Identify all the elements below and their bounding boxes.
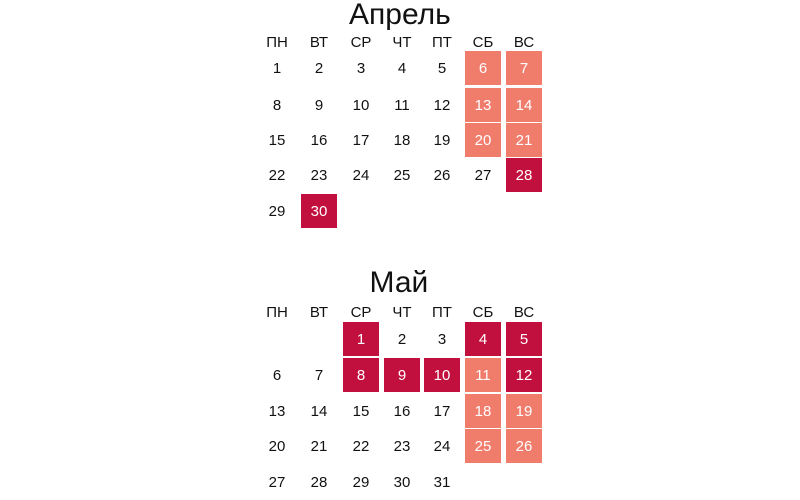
day-cell: 25	[393, 166, 411, 184]
day-cell: 24	[433, 437, 451, 455]
holiday-day-cell: 1	[343, 322, 379, 356]
day-cell: 2	[314, 59, 324, 77]
holiday-day-cell: 9	[384, 358, 420, 392]
day-cell: 27	[268, 473, 286, 491]
weekend-day-cell: 21	[506, 123, 542, 157]
day-cell: 29	[268, 202, 286, 220]
month-title: Апрель	[349, 0, 451, 31]
holiday-day-cell: 28	[506, 158, 542, 192]
weekday-header: ЧТ	[392, 304, 412, 321]
weekday-header: ВТ	[309, 304, 329, 321]
weekday-header: СР	[350, 34, 372, 51]
day-cell: 28	[310, 473, 328, 491]
day-cell: 4	[397, 59, 407, 77]
day-cell: 20	[268, 437, 286, 455]
weekday-header: СР	[350, 304, 372, 321]
weekend-day-cell: 11	[465, 358, 501, 392]
weekday-header: ПН	[266, 304, 288, 321]
day-cell: 10	[352, 96, 370, 114]
holiday-day-cell: 30	[301, 194, 337, 228]
weekday-header: ВС	[513, 304, 535, 321]
holiday-day-cell: 12	[506, 358, 542, 392]
weekday-header: ЧТ	[392, 34, 412, 51]
weekend-day-cell: 13	[465, 88, 501, 122]
day-cell: 14	[310, 402, 328, 420]
day-cell: 27	[474, 166, 492, 184]
holiday-day-cell: 4	[465, 322, 501, 356]
weekend-day-cell: 26	[506, 429, 542, 463]
day-cell: 23	[310, 166, 328, 184]
day-cell: 16	[393, 402, 411, 420]
day-cell: 30	[393, 473, 411, 491]
weekend-day-cell: 14	[506, 88, 542, 122]
day-cell: 26	[433, 166, 451, 184]
day-cell: 17	[352, 131, 370, 149]
day-cell: 7	[314, 366, 324, 384]
day-cell: 31	[433, 473, 451, 491]
day-cell: 18	[393, 131, 411, 149]
day-cell: 2	[397, 330, 407, 348]
day-cell: 3	[437, 330, 447, 348]
weekend-day-cell: 18	[465, 394, 501, 428]
day-cell: 3	[356, 59, 366, 77]
day-cell: 22	[352, 437, 370, 455]
day-cell: 8	[272, 96, 282, 114]
weekday-header: ПН	[266, 34, 288, 51]
weekend-day-cell: 25	[465, 429, 501, 463]
weekday-header: СБ	[472, 34, 494, 51]
weekend-day-cell: 20	[465, 123, 501, 157]
weekend-day-cell: 6	[465, 51, 501, 85]
day-cell: 21	[310, 437, 328, 455]
holiday-day-cell: 10	[424, 358, 460, 392]
month-title: Май	[369, 266, 429, 299]
day-cell: 22	[268, 166, 286, 184]
weekday-header: ВТ	[309, 34, 329, 51]
day-cell: 15	[268, 131, 286, 149]
day-cell: 12	[433, 96, 451, 114]
day-cell: 1	[272, 59, 282, 77]
day-cell: 13	[268, 402, 286, 420]
day-cell: 16	[310, 131, 328, 149]
holiday-day-cell: 5	[506, 322, 542, 356]
day-cell: 23	[393, 437, 411, 455]
weekend-day-cell: 19	[506, 394, 542, 428]
day-cell: 6	[272, 366, 282, 384]
weekday-header: ПТ	[432, 34, 452, 51]
day-cell: 9	[314, 96, 324, 114]
day-cell: 19	[433, 131, 451, 149]
day-cell: 24	[352, 166, 370, 184]
day-cell: 17	[433, 402, 451, 420]
holiday-day-cell: 8	[343, 358, 379, 392]
weekday-header: ПТ	[432, 304, 452, 321]
day-cell: 29	[352, 473, 370, 491]
weekday-header: ВС	[513, 34, 535, 51]
day-cell: 11	[394, 96, 410, 114]
day-cell: 5	[437, 59, 447, 77]
weekend-day-cell: 7	[506, 51, 542, 85]
weekday-header: СБ	[472, 304, 494, 321]
day-cell: 15	[352, 402, 370, 420]
